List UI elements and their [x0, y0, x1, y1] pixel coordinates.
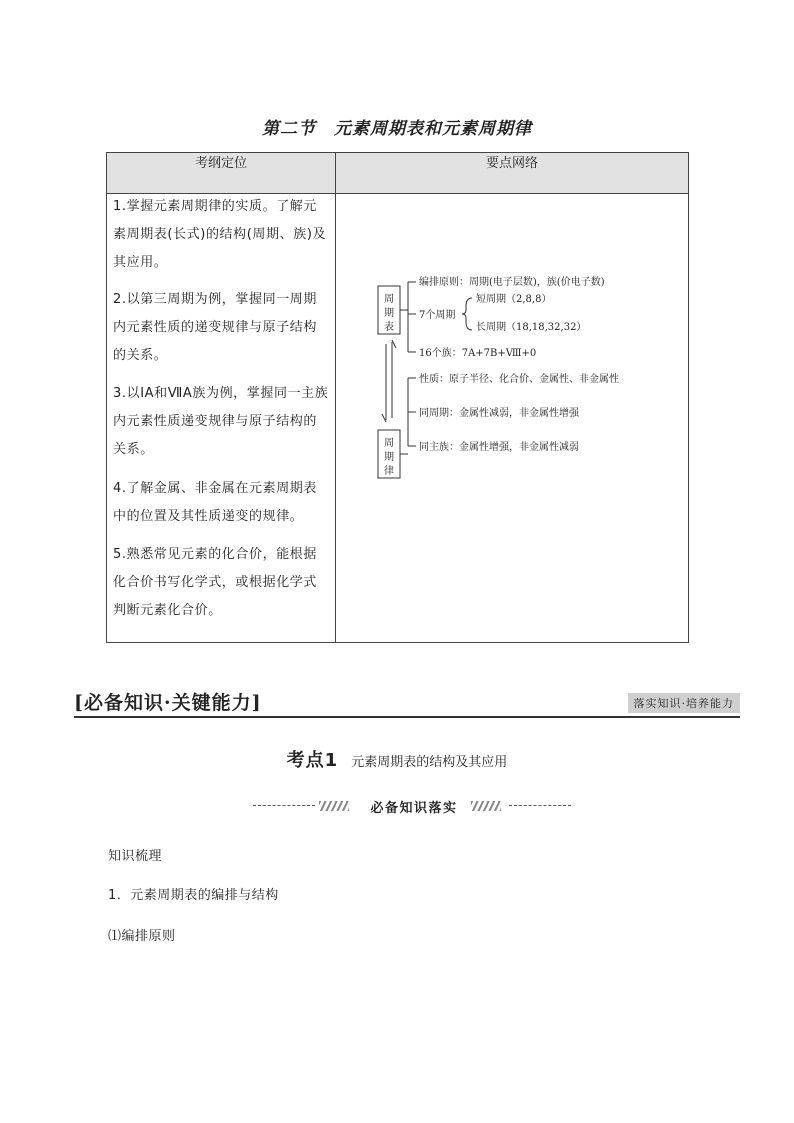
dashed-line-right [509, 805, 571, 806]
property-text: 性质：原子半径、化合价、金属性、非金属性 [419, 374, 619, 385]
section-tag: 落实知识·培养能力 [628, 693, 741, 713]
page-title: 第二节 元素周期表和元素周期律 [262, 119, 532, 139]
keypoint-label: 考点1 [286, 750, 339, 771]
paragraph-structure-heading: 1．元素周期表的编排与结构 [108, 888, 279, 903]
stripe-ornament-right [471, 801, 501, 811]
short-period-text: 短周期（2,8,8） [476, 294, 552, 305]
groups-text: 16个族：7A+7B+Ⅷ+0 [419, 348, 537, 359]
section-title: [必备知识·关键能力] [74, 692, 262, 714]
table-header-objectives: 考纲定位 [107, 153, 335, 194]
objective-item-3: 3.以ⅠA和ⅦA族为例，掌握同一主族内元素性质递变规律与原子结构的关系。 [113, 386, 329, 457]
period-brace [462, 298, 472, 330]
box-top-char-2: 期 [384, 308, 394, 319]
objective-item-5: 5.熟悉常见元素的化合价，能根据化合价书写化学式，或根据化学式判断元素化合价。 [113, 547, 318, 618]
stripe-ornament-left [319, 801, 349, 811]
objective-item-2: 2.以第三周期为例，掌握同一周期内元素性质的递变规律与原子结构的关系。 [113, 292, 318, 363]
long-period-text: 长周期（18,18,32,32） [476, 322, 587, 333]
top-bracket [400, 282, 416, 352]
same-group-text: 同主族：金属性增强，非金属性减弱 [419, 442, 579, 453]
table-header-network: 要点网络 [336, 153, 688, 194]
outline-table [106, 152, 689, 643]
box-bottom-char-3: 律 [384, 466, 394, 477]
box-bottom-char-1: 周 [384, 438, 394, 449]
concept-network-diagram [336, 194, 688, 642]
bottom-bracket [400, 378, 416, 454]
keypoint-text: 元素周期表的结构及其应用 [351, 755, 508, 770]
section-header [74, 688, 740, 718]
objective-item-4: 4.了解金属、非金属在元素周期表中的位置及其性质递变的规律。 [113, 481, 318, 524]
objective-item-1: 1.掌握元素周期律的实质。了解元素周期表(长式)的结构(周期、族)及其应用。 [113, 199, 327, 270]
box-bottom-char-2: 期 [384, 452, 394, 463]
subsection-divider [253, 796, 575, 816]
box-top-char-1: 周 [384, 294, 394, 305]
dashed-line-left [253, 805, 315, 806]
periods-text: 7个周期 [419, 310, 456, 321]
same-period-text: 同周期：金属性减弱，非金属性增强 [419, 408, 579, 419]
principle-text: 编排原则：周期(电子层数)，族(价电子数) [419, 277, 605, 288]
section-rule [74, 716, 740, 718]
equilibrium-arrows-icon [382, 340, 396, 422]
paragraph-principle-heading: ⑴编排原则 [108, 929, 176, 944]
paragraph-knowledge: 知识梳理 [108, 849, 163, 864]
keypoint-heading [0, 746, 794, 772]
subsection-title: 必备知识落实 [370, 801, 458, 816]
box-top-char-3: 表 [384, 322, 394, 333]
